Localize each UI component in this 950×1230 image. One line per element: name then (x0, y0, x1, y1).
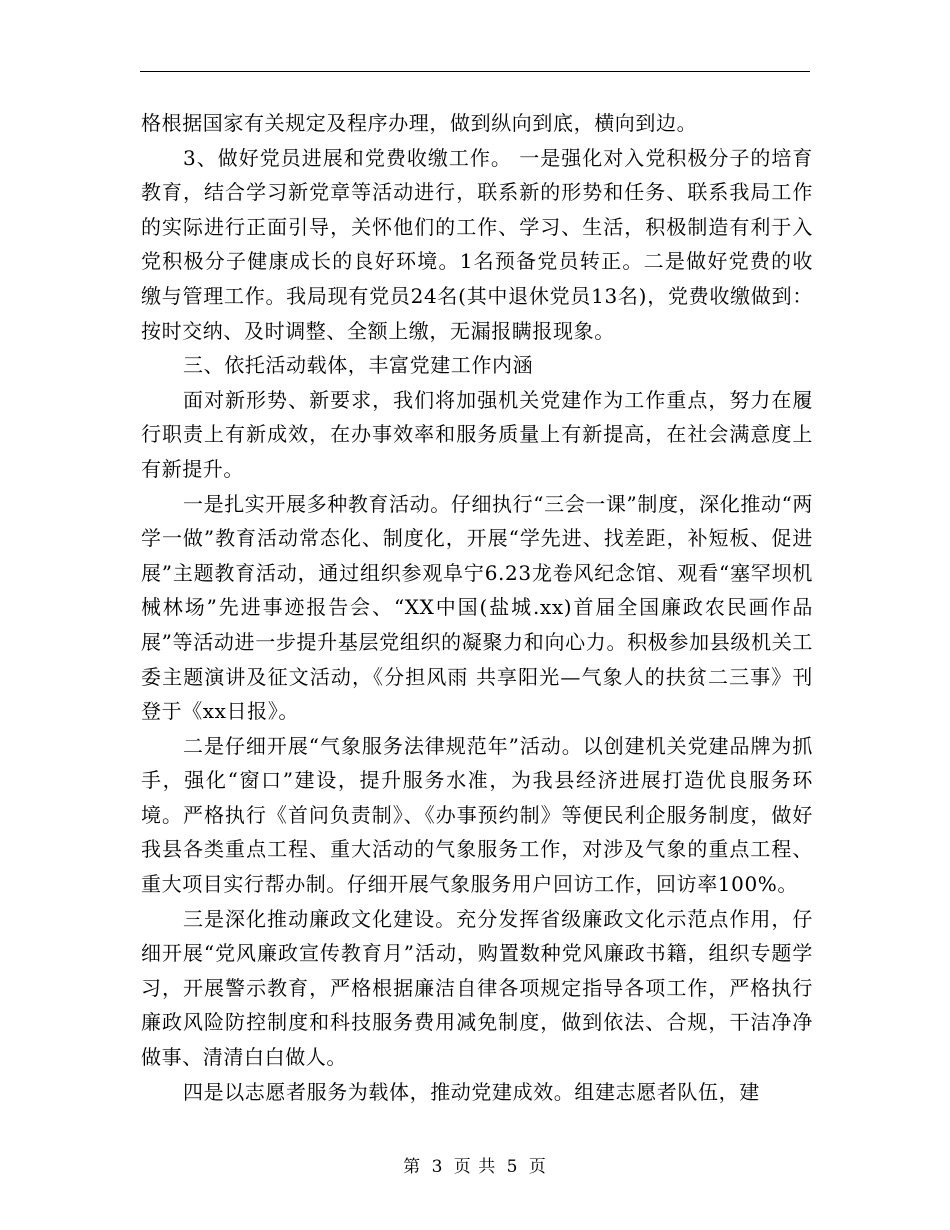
footer-suffix: 页 (528, 1157, 547, 1177)
paragraph-7: 四是以志愿者服务为载体，推动党建成效。组建志愿者队伍，建 (183, 1079, 760, 1104)
footer-prefix: 第 (403, 1157, 422, 1177)
section-heading: 三、依托活动载体，丰富党建工作内涵 (183, 353, 534, 378)
document-body (141, 106, 813, 1109)
paragraph-5: 二是仔细开展“气象服务法律规范年”活动。以创建机关党建品牌为抓手，强化“窗口”建设，提升服务水准，为我县经济进展打造优良服务环境。严格执行《首问负责制》、《办事预约制》等便民利企服务制度，做好我县各类重点工程、重大活动的气象服务工作，对涉及气象的重点工程、重大项目实行帮办制。仔细开展气象服务用户回访工作，回访率100%。 (141, 733, 813, 897)
header-rule (140, 71, 810, 72)
paragraph-4: 一是扎实开展多种教育活动。仔细执行“三会一课”制度，深化推动“两学一做”教育活动常态化、制度化，开展“学先进、找差距，补短板、促进展”主题教育活动，通过组织参观阜宁6.23龙卷风纪念馆、观看“塞罕坝机械林场”先进事迹报告会、“XX中国(盐城.xx)首届全国廉政农民画作品展”等活动进一步提升基层党组织的凝聚力和向心力。积极参加县级机关工委主题演讲及征文活动，《分担风雨 共享阳光—气象人的扶贫二三事》刊登于《xx日报》。 (141, 491, 813, 724)
page-footer (0, 1152, 950, 1177)
paragraph-3: 面对新形势、新要求，我们将加强机关党建作为工作重点，努力在履行职责上有新成效，在办事效率和服务质量上有新提高，在社会满意度上有新提升。 (141, 387, 813, 481)
footer-total-pages: 5 (506, 1157, 519, 1177)
paragraph-6: 三是深化推动廉政文化建设。充分发挥省级廉政文化示范点作用，仔细开展“党风廉政宣传教育月”活动，购置数种党风廉政书籍，组织专题学习，开展警示教育，严格根据廉洁自律各项规定指导各项工作，严格执行廉政风险防控制度和科技服务费用减免制度，做到依法、合规，干洁净净做事、清清白白做人。 (141, 906, 813, 1070)
footer-page-number: 3 (431, 1157, 444, 1177)
footer-middle: 页 共 (453, 1157, 497, 1177)
paragraph-1: 格根据国家有关规定及程序办理，做到纵向到底，横向到边。 (141, 111, 698, 135)
paragraph-2: 3、做好党员进展和党费收缴工作。 一是强化对入党积极分子的培育教育，结合学习新党章等活动进行，联系新的形势和任务、联系我局工作的实际进行正面引导，关怀他们的工作、学习、生活，积极制造有利于入党积极分子健康成长的良好环境。1名预备党员转正。二是做好党费的收缴与管理工作。我局现有党员24名(其中退休党员13名)，党费收缴做到：按时交纳、及时调整、全额上缴，无漏报瞒报现象。 (141, 145, 813, 343)
